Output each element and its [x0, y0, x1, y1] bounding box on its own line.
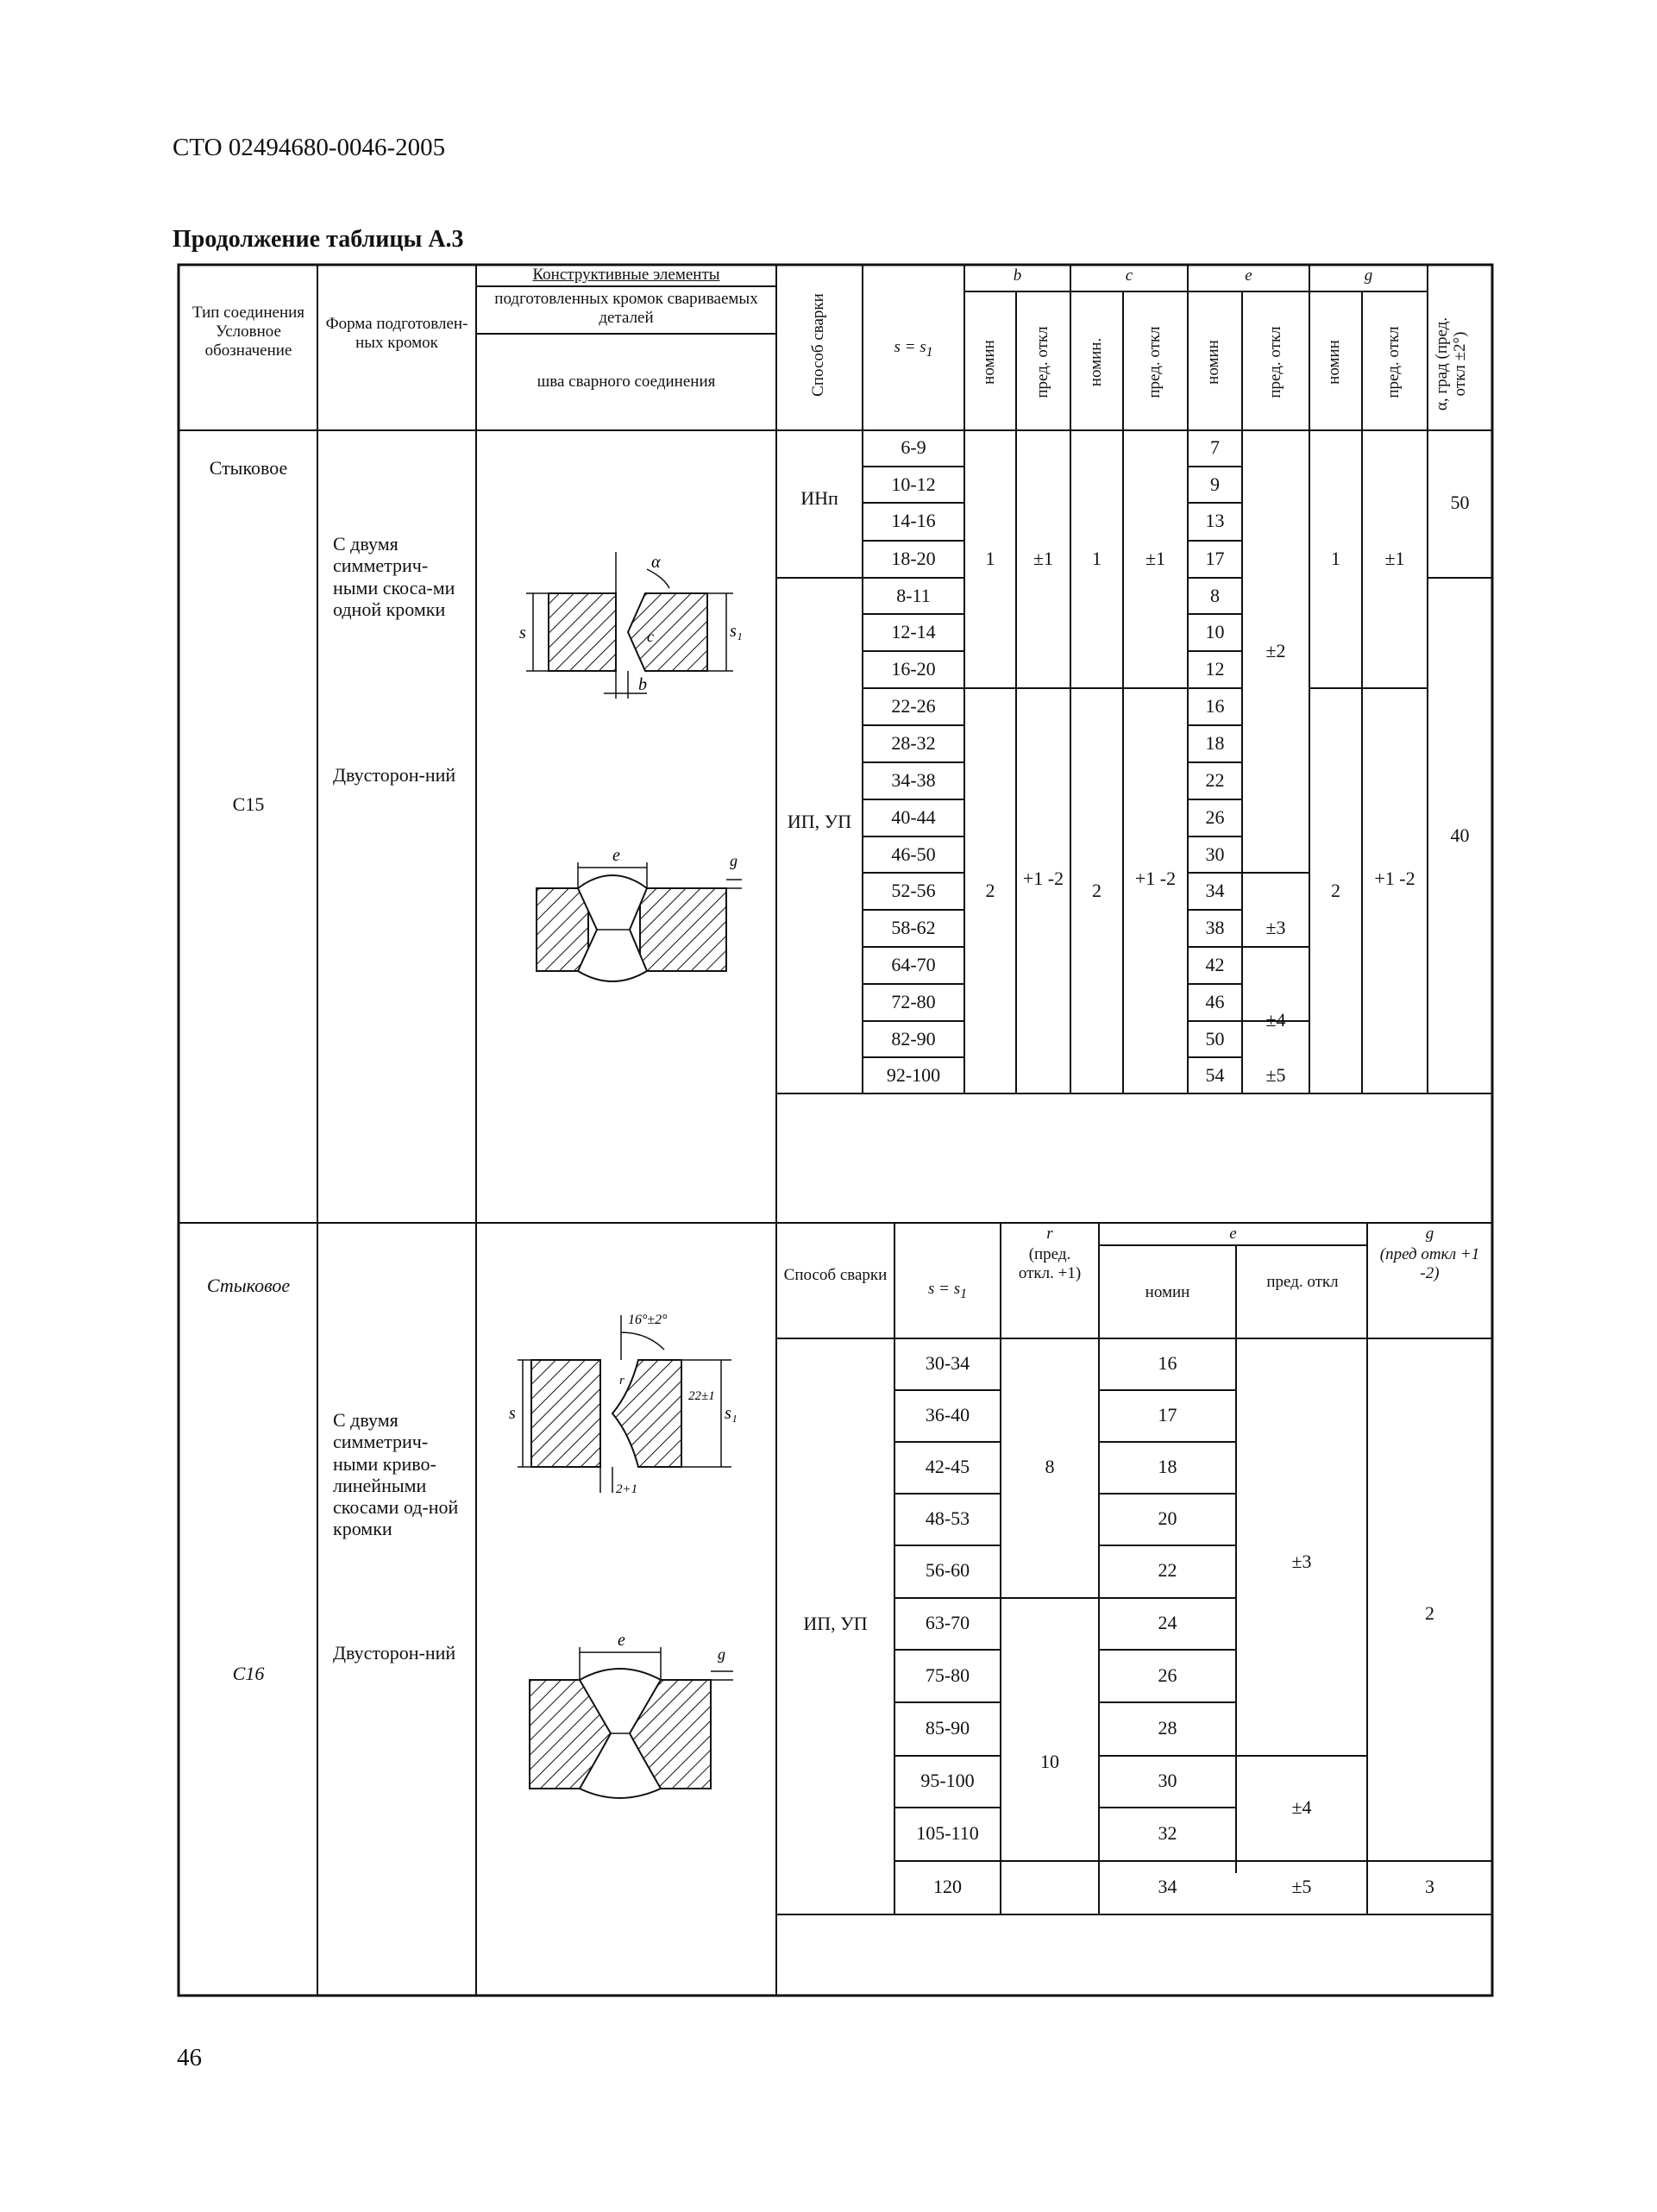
c16-r-value: 10: [1040, 1751, 1059, 1772]
c15-b-dev-1: ±1: [1032, 548, 1054, 569]
c15-e-row: 54: [1205, 1064, 1225, 1086]
c16-form-weld: Двусторон-ний: [333, 1642, 456, 1664]
c16-e-dev: ±5: [1291, 1876, 1312, 1897]
header-e-nom: номин: [1204, 340, 1222, 385]
c16-header-r-sub: (пред. откл. +1): [1018, 1245, 1082, 1282]
c16-g-value: 2: [1425, 1602, 1434, 1624]
c15-sketch-c-label: c: [647, 628, 654, 645]
c16-weld-sketch: [523, 1630, 756, 1802]
c15-s-row: 22-26: [891, 695, 936, 717]
page-number: 46: [177, 2044, 202, 2071]
c15-e-row: 9: [1210, 473, 1220, 495]
c15-e-row: 10: [1205, 621, 1225, 642]
header-c-nom: номин.: [1087, 337, 1105, 387]
c15-e-row: 17: [1205, 548, 1225, 569]
c15-e-dev: ±4: [1265, 1009, 1286, 1031]
c15-s-row: 82-90: [891, 1028, 936, 1050]
c15-e-row: 34: [1205, 880, 1225, 901]
c15-sketch-b-label: b: [638, 675, 647, 694]
c15-b-nom-2: 2: [985, 880, 995, 901]
c15-b-nom-1: 1: [985, 548, 995, 569]
c15-s-row: 58-62: [891, 917, 936, 938]
c15-alpha-2: 40: [1450, 824, 1470, 846]
c15-s-row: 46-50: [891, 843, 936, 865]
c15-e-row: 38: [1205, 917, 1225, 938]
c16-sketch-s1-label: s₁: [725, 1404, 737, 1423]
header-b: b: [1013, 266, 1022, 285]
c16-e-row: 16: [1158, 1352, 1177, 1374]
c16-g-value: 3: [1425, 1876, 1434, 1897]
c15-e-row: 12: [1205, 658, 1225, 680]
c16-header-e: e: [1229, 1225, 1237, 1243]
c16-s-row: 120: [933, 1876, 962, 1897]
c16-e-row: 26: [1158, 1664, 1177, 1686]
header-elements-title: Конструктивные элементы: [532, 266, 720, 284]
c15-g-nom-2: 2: [1331, 880, 1340, 901]
c15-s-row: 52-56: [891, 880, 936, 901]
c16-s-row: 85-90: [925, 1717, 970, 1739]
c15-form-weld: Двусторон-ний: [333, 764, 456, 786]
c15-sketch-g-label: g: [730, 852, 737, 869]
c15-e-row: 7: [1210, 436, 1220, 458]
c15-method-inp: ИНп: [800, 487, 838, 509]
c15-edge-sketch: [500, 535, 759, 716]
c15-s-row: 6-9: [901, 436, 926, 458]
c15-e-row: 42: [1205, 954, 1225, 975]
c15-b-dev-2: +1 -2: [1022, 868, 1064, 889]
c15-code: С15: [232, 793, 265, 815]
c15-weld-sketch: [526, 828, 750, 992]
c16-sketch-s-label: s: [509, 1404, 516, 1423]
c15-e-row: 22: [1205, 769, 1225, 791]
c16-header-s: $s = s_1$: [927, 1280, 968, 1301]
c15-s-row: 10-12: [891, 473, 936, 495]
c15-e-dev: ±5: [1265, 1064, 1286, 1086]
c16-s-row: 105-110: [916, 1822, 979, 1844]
header-method: Способ сварки: [809, 293, 827, 397]
c15-s-row: 34-38: [891, 769, 936, 791]
c16-sketch-gap-label: 2+1: [616, 1482, 638, 1496]
c16-sketch-r-label: r: [619, 1374, 625, 1388]
c15-e-row: 16: [1205, 695, 1225, 717]
c15-alpha-1: 50: [1450, 492, 1470, 513]
c16-s-row: 42-45: [925, 1456, 970, 1477]
header-e: e: [1245, 266, 1252, 285]
c15-g-dev-1: ±1: [1384, 548, 1405, 569]
c16-e-row: 30: [1158, 1770, 1177, 1791]
c16-sketch-e-label: e: [618, 1631, 625, 1650]
c16-s-row: 36-40: [925, 1404, 970, 1426]
c16-header-r: r: [1046, 1225, 1053, 1243]
header-g-nom: номин: [1325, 340, 1343, 385]
c15-s-row: 28-32: [891, 732, 936, 754]
header-g-dev: пред. откл: [1384, 326, 1403, 398]
c16-s-row: 56-60: [925, 1559, 970, 1581]
c16-e-row: 28: [1158, 1717, 1177, 1739]
c16-s-row: 48-53: [925, 1507, 970, 1529]
c16-sketch-g-label: g: [718, 1645, 725, 1663]
c15-e-row: 8: [1210, 585, 1220, 606]
c16-header-g-sub: (пред откл +1 -2): [1379, 1245, 1480, 1282]
c15-e-row: 13: [1205, 510, 1225, 531]
c15-s-row: 92-100: [886, 1064, 941, 1086]
c16-e-row: 17: [1158, 1404, 1177, 1426]
c16-form-edges: С двумя симметрич-ными криво-линейными скосами од-ной кромки: [333, 1409, 459, 1540]
c15-form-edges: С двумя симметрич-ными скоса-ми одной кромки: [333, 533, 455, 620]
c15-s-row: 40-44: [891, 806, 936, 828]
c15-sketch-e-label: e: [612, 846, 620, 865]
header-weld: шва сварного соединения: [537, 373, 716, 391]
c15-s-row: 72-80: [891, 991, 936, 1012]
c15-e-dev: ±3: [1265, 917, 1286, 938]
c15-e-row: 50: [1205, 1028, 1225, 1050]
c15-e-dev: ±2: [1265, 640, 1286, 661]
c16-type: Стыковое: [206, 1275, 291, 1296]
c15-s-row: 12-14: [891, 621, 936, 642]
c16-sketch-angle-label: 16°±2°: [628, 1313, 668, 1327]
c16-s-row: 63-70: [925, 1612, 970, 1633]
c15-s-row: 64-70: [891, 954, 936, 975]
header-c: c: [1125, 266, 1133, 285]
c15-g-nom-1: 1: [1331, 548, 1340, 569]
c16-e-row: 18: [1158, 1456, 1177, 1477]
c15-e-row: 26: [1205, 806, 1225, 828]
c15-s-row: 14-16: [891, 510, 936, 531]
c15-g-dev-2: +1 -2: [1374, 868, 1415, 889]
c15-method-ip: ИП, УП: [787, 811, 852, 832]
header-s: $s = s_1$: [894, 338, 933, 360]
c15-e-row: 30: [1205, 843, 1225, 865]
header-g: g: [1364, 266, 1373, 285]
header-type-label: Тип соединения Условное обозначение: [191, 304, 305, 360]
c16-header-e-dev: пред. откл: [1266, 1273, 1339, 1291]
c15-s-row: 16-20: [891, 658, 936, 680]
c16-r-value: 8: [1045, 1456, 1055, 1477]
c15-c-dev-1: ±1: [1145, 548, 1166, 569]
c16-s-row: 30-34: [925, 1352, 970, 1374]
c16-e-row: 20: [1158, 1507, 1177, 1529]
c16-s-row: 95-100: [920, 1770, 975, 1791]
header-b-nom: номин: [980, 340, 998, 385]
header-c-dev: пред. откл: [1145, 326, 1164, 398]
c16-e-row: 22: [1158, 1559, 1177, 1581]
c16-method: ИП, УП: [803, 1613, 868, 1634]
c15-type: Стыковое: [209, 457, 288, 479]
header-b-dev: пред. откл: [1033, 326, 1051, 398]
c16-e-row: 24: [1158, 1612, 1177, 1633]
document-code: СТО 02494680-0046-2005: [173, 134, 446, 161]
c15-s-row: 8-11: [896, 585, 931, 606]
c16-edge-sketch: [500, 1298, 759, 1496]
c16-code: С16: [232, 1663, 265, 1684]
c15-sketch-alpha-label: α: [651, 553, 661, 572]
c15-s-row: 18-20: [891, 548, 936, 569]
c15-c-nom-2: 2: [1092, 880, 1102, 901]
header-form-label: Форма подготовлен-ных кромок: [325, 315, 468, 352]
c16-sketch-dim-label: 22±1: [688, 1389, 715, 1403]
header-alpha: α, град (пред. откл ±2°): [1433, 316, 1469, 411]
c16-s-row: 75-80: [925, 1664, 970, 1686]
header-e-dev: пред. откл: [1266, 326, 1284, 398]
header-prepared-edges: подготовленных кромок свариваемых деталей: [494, 290, 758, 327]
c15-c-nom-1: 1: [1092, 548, 1102, 569]
c16-header-e-nom: номин: [1145, 1283, 1190, 1301]
c15-sketch-s1-label: s₁: [730, 622, 743, 641]
c16-e-row: 34: [1158, 1876, 1177, 1897]
c15-e-row: 18: [1205, 732, 1225, 754]
c16-header-g: g: [1425, 1225, 1434, 1243]
c15-e-row: 46: [1205, 991, 1225, 1012]
c15-sketch-s-label: s: [519, 623, 526, 642]
c16-header-method: Способ сварки: [783, 1266, 888, 1284]
c16-e-dev: ±4: [1291, 1796, 1312, 1818]
c15-c-dev-2: +1 -2: [1134, 868, 1177, 889]
c16-e-dev: ±3: [1291, 1551, 1312, 1572]
c16-e-row: 32: [1158, 1822, 1177, 1844]
table-title: Продолжение таблицы А.3: [173, 226, 464, 253]
